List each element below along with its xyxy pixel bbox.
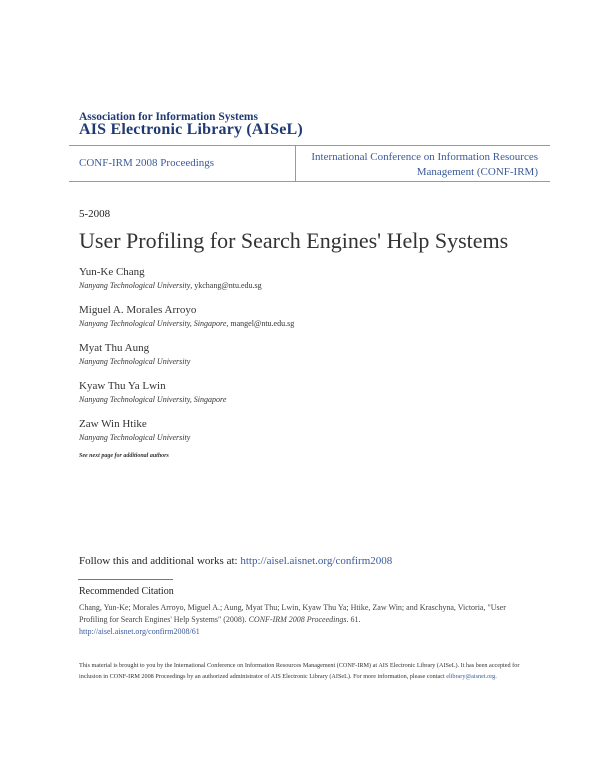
citation-text: [79, 602, 531, 638]
author-affiliation: [79, 357, 190, 366]
association-name[interactable]: Association for Information Systems: [79, 111, 258, 123]
divider-bottom: [69, 181, 550, 182]
author-name: Myat Thu Aung: [79, 342, 150, 354]
author-affiliation: [79, 319, 294, 328]
footer-notice: [79, 660, 534, 682]
author-name: Yun-Ke Chang: [79, 266, 145, 278]
footer-text: This material is brought to you by the International Conference on Information Resources Management (CONF-IRM) at AIS Electronic Library (AISeL). It has been accepted for inclusion in CONF-IRM 2008 Proceedings by an authorized administrator of AIS Electronic Library (AISeL). For more information, please contact: [79, 662, 520, 680]
citation-divider: [78, 579, 173, 580]
author-affiliation: [79, 281, 262, 290]
contact-email-link[interactable]: elibrary@aisnet.org: [446, 673, 496, 680]
affiliation-text: Nanyang Technological University, Singapore: [79, 395, 227, 404]
recommended-citation-heading: Recommended Citation: [79, 586, 174, 597]
divider-middle: [295, 146, 296, 181]
publication-date: 5-2008: [79, 208, 111, 220]
author-affiliation: [79, 433, 190, 442]
citation-link[interactable]: http://aisel.aisnet.org/confirm2008/61: [79, 627, 200, 636]
affiliation-text: Nanyang Technological University: [79, 281, 191, 290]
author-name: Zaw Win Htike: [79, 418, 147, 430]
paper-title: User Profiling for Search Engines' Help Systems: [79, 228, 509, 253]
follow-text: Follow this and additional works at:: [79, 555, 241, 567]
follow-line: [79, 555, 392, 567]
author-email: , mangel@ntu.edu.sg: [226, 319, 295, 328]
author-affiliation: [79, 395, 226, 404]
proceedings-link[interactable]: CONF-IRM 2008 Proceedings: [79, 157, 215, 169]
divider-top: [69, 145, 550, 146]
author-email: , ykchang@ntu.edu.sg: [190, 281, 262, 290]
affiliation-text: Nanyang Technological University: [79, 357, 191, 366]
conference-line-1: International Conference on Information Resources: [311, 151, 538, 163]
conference-line-2: Management (CONF-IRM): [416, 166, 538, 178]
citation-number: . 61.: [346, 615, 361, 624]
footer-end: .: [495, 673, 497, 680]
see-next-page-note: See next page for additional authors: [79, 453, 169, 459]
citation-main: Chang, Yun-Ke; Morales Arroyo, Miguel A.; Aung, Myat Thu; Lwin, Kyaw Thu Ya; Htike, Zaw Win; and Kraschyna, Victoria, "User Profiling for Search Engines' Help Systems" (2008).: [79, 603, 506, 624]
citation-journal: CONF-IRM 2008 Proceedings: [248, 615, 347, 624]
collection-link[interactable]: http://aisel.aisnet.org/confirm2008: [240, 555, 393, 567]
affiliation-text: Nanyang Technological University: [79, 433, 191, 442]
author-name: Miguel A. Morales Arroyo: [79, 304, 197, 316]
author-name: Kyaw Thu Ya Lwin: [79, 380, 166, 392]
library-name[interactable]: AIS Electronic Library (AISeL): [79, 121, 303, 138]
affiliation-text: Nanyang Technological University, Singapore: [79, 319, 227, 328]
conference-link[interactable]: [300, 150, 538, 180]
